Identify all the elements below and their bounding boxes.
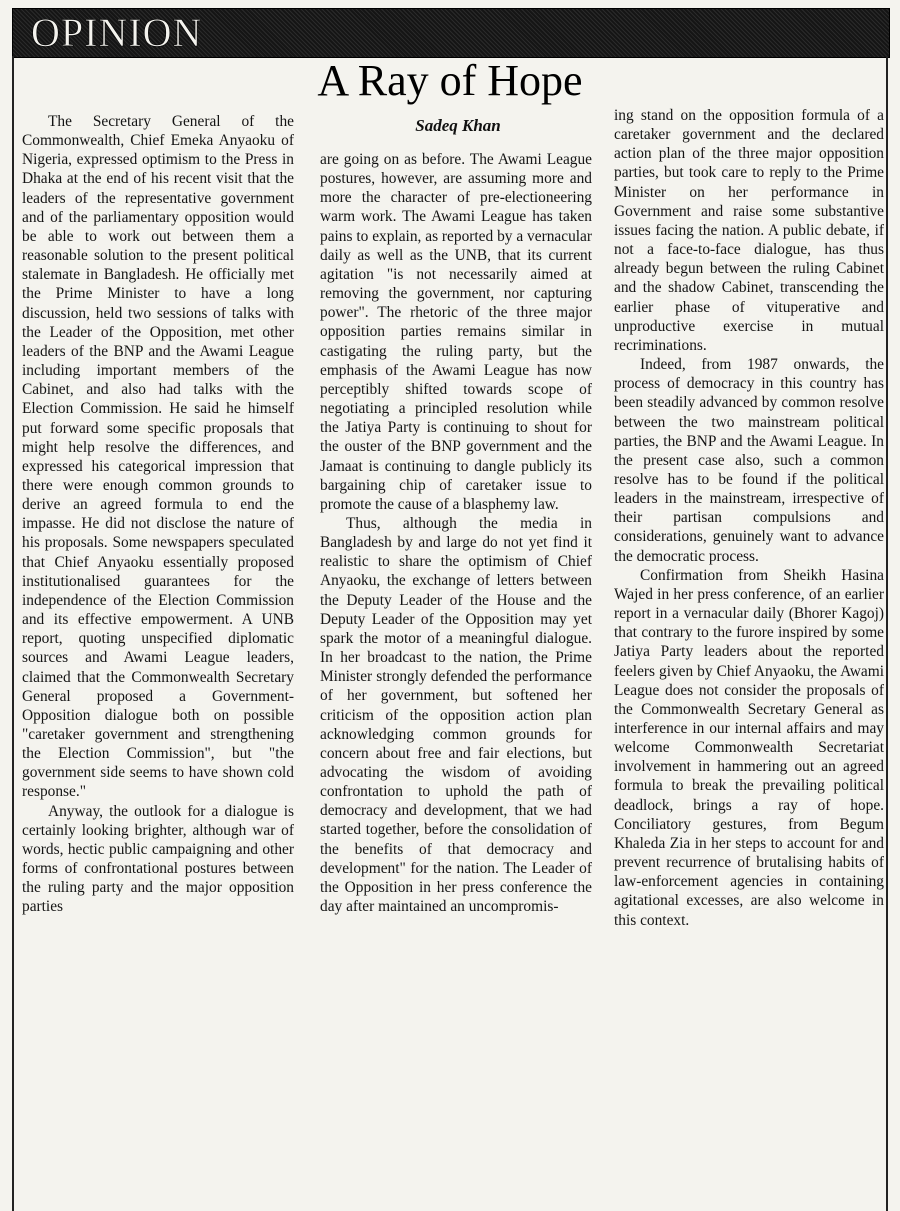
article-column-2 xyxy=(320,150,592,916)
article-column-1 xyxy=(22,112,294,917)
frame-rule-right xyxy=(886,56,888,1211)
section-label: OPINION xyxy=(31,10,203,55)
section-banner xyxy=(12,8,890,58)
article-byline: Sadeq Khan xyxy=(415,116,501,135)
paragraph: Confirmation from Sheikh Hasina Wajed in her press conference, of an earlier report in a vernacular daily (Bhorer Kagoj) that contrary to the furore inspired by some Jatiya Party leaders about the reported feelers given by Chief Anyaoku, the Awami League does not consider the proposals of the Commonwealth Secretary General as interference in our internal affairs and may welcome Commonwealth Secretariat involvement in hammering out an agreed formula to break the prevailing political deadlock, brings a ray of hope. Conciliatory gestures, from Begum Khaleda Zia in her steps to account for and prevent recurrence of brutalising habits of law-enforcement agencies in containing agitational excesses, are also welcome in this context. xyxy=(614,566,884,929)
paragraph: ing stand on the opposition formula of a caretaker government and the declared action plan of the three major opposition parties, but took care to reply to the Prime Minister on her performance in Government and raise some substantive issues facing the nation. A public debate, if not a face-to-face dialogue, has thus already begun between the ruling Cabinet and the shadow Cabinet, transcending the earlier phase of vituperative and unproductive exercise in mutual recriminations. xyxy=(614,107,884,354)
paragraph: The Secretary General of the Commonwealth, Chief Emeka Anyaoku of Nigeria, expressed optimism to the Press in Dhaka at the end of his recent visit that the leaders of the representative government and of the parliamentary opposition would be able to work out between them a reasonable solution to the present political stalemate in Bangladesh. He officially met the Prime Minister to have a long discussion, held two sessions of talks with the Leader of the Opposition, met other leaders of the BNP and the Awami League including important members of the Cabinet, and also had talks with the Election Commission. He said he himself put forward some specific proposals that might help resolve the differences, and expressed his categorical impression that there were enough common grounds to derive an agreed formula to end the impasse. He did not disclose the nature of his proposals. Some newspapers speculated that Chief Anyaoku essentially proposed institutionalised guarantees for the independence of the Election Commission and its effective empowerment. A UNB report, quoting unspecified diplomatic sources and Awami League leaders, claimed that the Commonwealth Secretary General proposed a Government-Opposition dialogue both on possible "caretaker government and strengthening the Election Commission", but "the government side seems to have shown cold response." xyxy=(22,113,294,801)
article-column-3 xyxy=(614,106,884,930)
paragraph: Thus, although the media in Bangladesh by and large do not yet find it realistic to share the optimism of Chief Anyaoku, the exchange of letters between the Deputy Leader of the House and the Deputy Leader of the Opposition may yet spark the motor of a meaningful dialogue. In her broadcast to the nation, the Prime Minister strongly defended the performance of her government, but softened her criticism of the opposition action plan acknowledging common grounds for concern about free and fair elections, but advocating the wisdom of avoiding confrontation to uphold the path of democracy and development, that we had started together, before the consolidation of the benefits of that democracy and development" for the nation. The Leader of the Opposition in her press conference the day after maintained an uncompromis- xyxy=(320,514,592,916)
paragraph: are going on as before. The Awami League postures, however, are assuming more and more the character of pre-electioneering warm work. The Awami League has taken pains to explain, as reported by a vernacular daily as well as the UNB, that its current agitation "is not necessarily aimed at removing the government, nor capturing power". The rhetoric of the three major opposition parties remains similar in castigating the ruling party, but the emphasis of the Awami League has now perceptibly shifted towards scope of negotiating a principled resolution while the Jatiya Party is continuing to shout for the ouster of the BNP government and the Jamaat is continuing to dangle publicly its bargaining chip of caretaker issue to promote the cause of a blasphemy law. xyxy=(320,151,592,513)
frame-rule-left xyxy=(12,56,14,1211)
article-headline: A Ray of Hope xyxy=(317,56,583,105)
paragraph: Anyway, the outlook for a dialogue is certainly looking brighter, although war of words, hectic public campaigning and other forms of confrontational postures between the ruling party and the major opposition parties xyxy=(22,802,294,916)
paragraph: Indeed, from 1987 onwards, the process of democracy in this country has been steadily advanced by common resolve between the two mainstream political parties, the BNP and the Awami League. In the present case also, such a common resolve has to be found if the political leaders in the mainstream, irrespective of their partisan compulsions and considerations, genuinely want to advance the democratic process. xyxy=(614,356,884,565)
